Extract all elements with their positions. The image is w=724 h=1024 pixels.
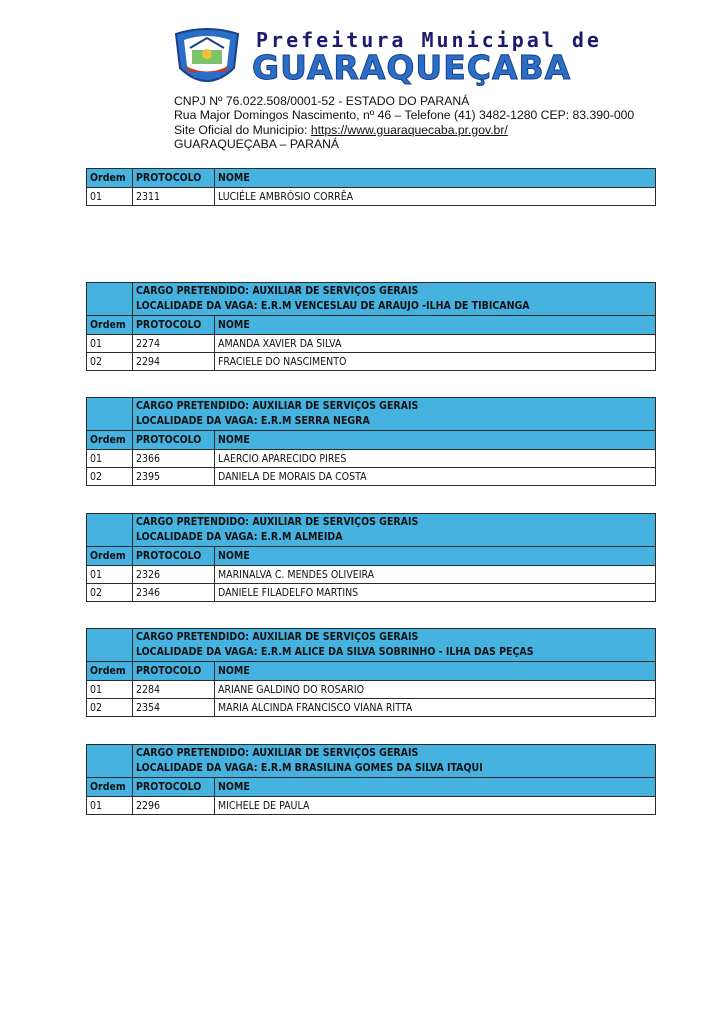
table-row xyxy=(87,335,656,353)
blank-cell xyxy=(87,398,133,431)
cell-protocolo: 2311 xyxy=(133,188,215,206)
results-table-1 xyxy=(86,282,656,371)
cell-nome: MICHELE DE PAULA xyxy=(215,797,656,815)
results-table-0 xyxy=(86,168,656,206)
localidade-label: LOCALIDADE DA VAGA: E.R.M SERRA NEGRA xyxy=(136,415,370,427)
table-header-row xyxy=(87,662,656,681)
cargo-label: CARGO PRETENDIDO: AUXILIAR DE SERVIÇOS GERAIS xyxy=(136,516,419,528)
site-label: Site Oficial do Municipio: xyxy=(174,122,311,137)
cell-nome: MARIA ALCINDA FRANCISCO VIANA RITTA xyxy=(215,699,656,717)
cell-protocolo: 2346 xyxy=(133,584,215,602)
cell-ordem: 02 xyxy=(87,584,133,602)
cell-protocolo: 2274 xyxy=(133,335,215,353)
table-header-row xyxy=(87,431,656,450)
cargo-row xyxy=(87,283,656,316)
results-table-3 xyxy=(86,513,656,602)
cell-ordem: 02 xyxy=(87,353,133,371)
col-ordem: Ordem xyxy=(87,316,133,335)
cell-nome: FRACIELE DO NASCIMENTO xyxy=(215,353,656,371)
cargo-info xyxy=(133,398,656,431)
cnpj-line: CNPJ Nº 76.022.508/0001-52 - ESTADO DO PARANÁ xyxy=(174,94,470,108)
blank-cell xyxy=(87,283,133,316)
cell-nome: ARIANE GALDINO DO ROSARIO xyxy=(215,681,656,699)
cargo-label: CARGO PRETENDIDO: AUXILIAR DE SERVIÇOS GERAIS xyxy=(136,631,419,643)
col-protocolo: PROTOCOLO xyxy=(133,662,215,681)
table-header-row xyxy=(87,778,656,797)
localidade-label: LOCALIDADE DA VAGA: E.R.M ALMEIDA xyxy=(136,531,343,543)
cell-protocolo: 2284 xyxy=(133,681,215,699)
cargo-info xyxy=(133,514,656,547)
cell-ordem: 01 xyxy=(87,188,133,206)
city-line: GUARAQUEÇABA – PARANÁ xyxy=(174,136,340,151)
col-nome: NOME xyxy=(215,778,656,797)
col-protocolo: PROTOCOLO xyxy=(133,778,215,797)
cell-nome: AMANDA XAVIER DA SILVA xyxy=(215,335,656,353)
table-row xyxy=(87,188,656,206)
col-nome: NOME xyxy=(215,547,656,566)
col-nome: NOME xyxy=(215,169,656,188)
localidade-label: LOCALIDADE DA VAGA: E.R.M VENCESLAU DE ARAUJO -ILHA DE TIBICANGA xyxy=(136,300,530,312)
cell-protocolo: 2366 xyxy=(133,450,215,468)
address-line: Rua Major Domingos Nascimento, nº 46 – Telefone (41) 3482-1280 CEP: 83.390-000 xyxy=(174,108,635,123)
table-header-row xyxy=(87,316,656,335)
cell-ordem: 01 xyxy=(87,797,133,815)
cell-protocolo: 2395 xyxy=(133,468,215,486)
header-info xyxy=(174,94,634,151)
col-nome: NOME xyxy=(215,431,656,450)
cell-protocolo: 2296 xyxy=(133,797,215,815)
cell-protocolo: 2354 xyxy=(133,699,215,717)
col-protocolo: PROTOCOLO xyxy=(133,431,215,450)
results-table-4 xyxy=(86,628,656,717)
cargo-info xyxy=(133,283,656,316)
cargo-row xyxy=(87,514,656,547)
col-protocolo: PROTOCOLO xyxy=(133,547,215,566)
col-nome: NOME xyxy=(215,316,656,335)
table-row xyxy=(87,699,656,717)
cargo-row xyxy=(87,745,656,778)
cell-nome: MARINALVA C. MENDES OLIVEIRA xyxy=(215,566,656,584)
localidade-label: LOCALIDADE DA VAGA: E.R.M ALICE DA SILVA SOBRINHO - ILHA DAS PEÇAS xyxy=(136,646,534,658)
site-line xyxy=(174,123,634,137)
cargo-row xyxy=(87,629,656,662)
table-row xyxy=(87,450,656,468)
results-table-2 xyxy=(86,397,656,486)
table-row xyxy=(87,584,656,602)
col-ordem: Ordem xyxy=(87,431,133,450)
header-title-main: GUARAQUEÇABA xyxy=(252,48,572,87)
table-row xyxy=(87,681,656,699)
header-title-top: Prefeitura Municipal de xyxy=(256,28,602,52)
localidade-label: LOCALIDADE DA VAGA: E.R.M BRASILINA GOMES DA SILVA ITAQUI xyxy=(136,762,483,774)
col-ordem: Ordem xyxy=(87,547,133,566)
site-link[interactable]: https://www.guaraquecaba.pr.gov.br/ xyxy=(310,122,508,137)
table-header-row xyxy=(87,169,656,188)
blank-cell xyxy=(87,514,133,547)
table-row xyxy=(87,797,656,815)
cell-ordem: 01 xyxy=(87,335,133,353)
cell-nome: LUCIÉLE AMBRÓSIO CORRÊA xyxy=(215,188,656,206)
blank-cell xyxy=(87,745,133,778)
cell-ordem: 01 xyxy=(87,566,133,584)
table-row xyxy=(87,566,656,584)
results-table-5 xyxy=(86,744,656,815)
blank-cell xyxy=(87,629,133,662)
col-ordem: Ordem xyxy=(87,169,133,188)
col-protocolo: PROTOCOLO xyxy=(133,316,215,335)
document-header xyxy=(170,28,670,153)
cell-ordem: 01 xyxy=(87,450,133,468)
municipal-crest-icon xyxy=(172,28,242,92)
cell-ordem: 02 xyxy=(87,699,133,717)
cell-nome: DANIELE FILADELFO MARTINS xyxy=(215,584,656,602)
cargo-info xyxy=(133,629,656,662)
cell-ordem: 01 xyxy=(87,681,133,699)
cell-nome: LAERCIO APARECIDO PIRES xyxy=(215,450,656,468)
cargo-info xyxy=(133,745,656,778)
col-protocolo: PROTOCOLO xyxy=(133,169,215,188)
col-ordem: Ordem xyxy=(87,778,133,797)
cargo-label: CARGO PRETENDIDO: AUXILIAR DE SERVIÇOS GERAIS xyxy=(136,285,419,297)
cell-protocolo: 2294 xyxy=(133,353,215,371)
cell-protocolo: 2326 xyxy=(133,566,215,584)
table-row xyxy=(87,468,656,486)
cargo-row xyxy=(87,398,656,431)
cell-ordem: 02 xyxy=(87,468,133,486)
cargo-label: CARGO PRETENDIDO: AUXILIAR DE SERVIÇOS GERAIS xyxy=(136,400,419,412)
col-ordem: Ordem xyxy=(87,662,133,681)
table-header-row xyxy=(87,547,656,566)
table-row xyxy=(87,353,656,371)
cell-nome: DANIELA DE MORAIS DA COSTA xyxy=(215,468,656,486)
col-nome: NOME xyxy=(215,662,656,681)
cargo-label: CARGO PRETENDIDO: AUXILIAR DE SERVIÇOS GERAIS xyxy=(136,747,419,759)
